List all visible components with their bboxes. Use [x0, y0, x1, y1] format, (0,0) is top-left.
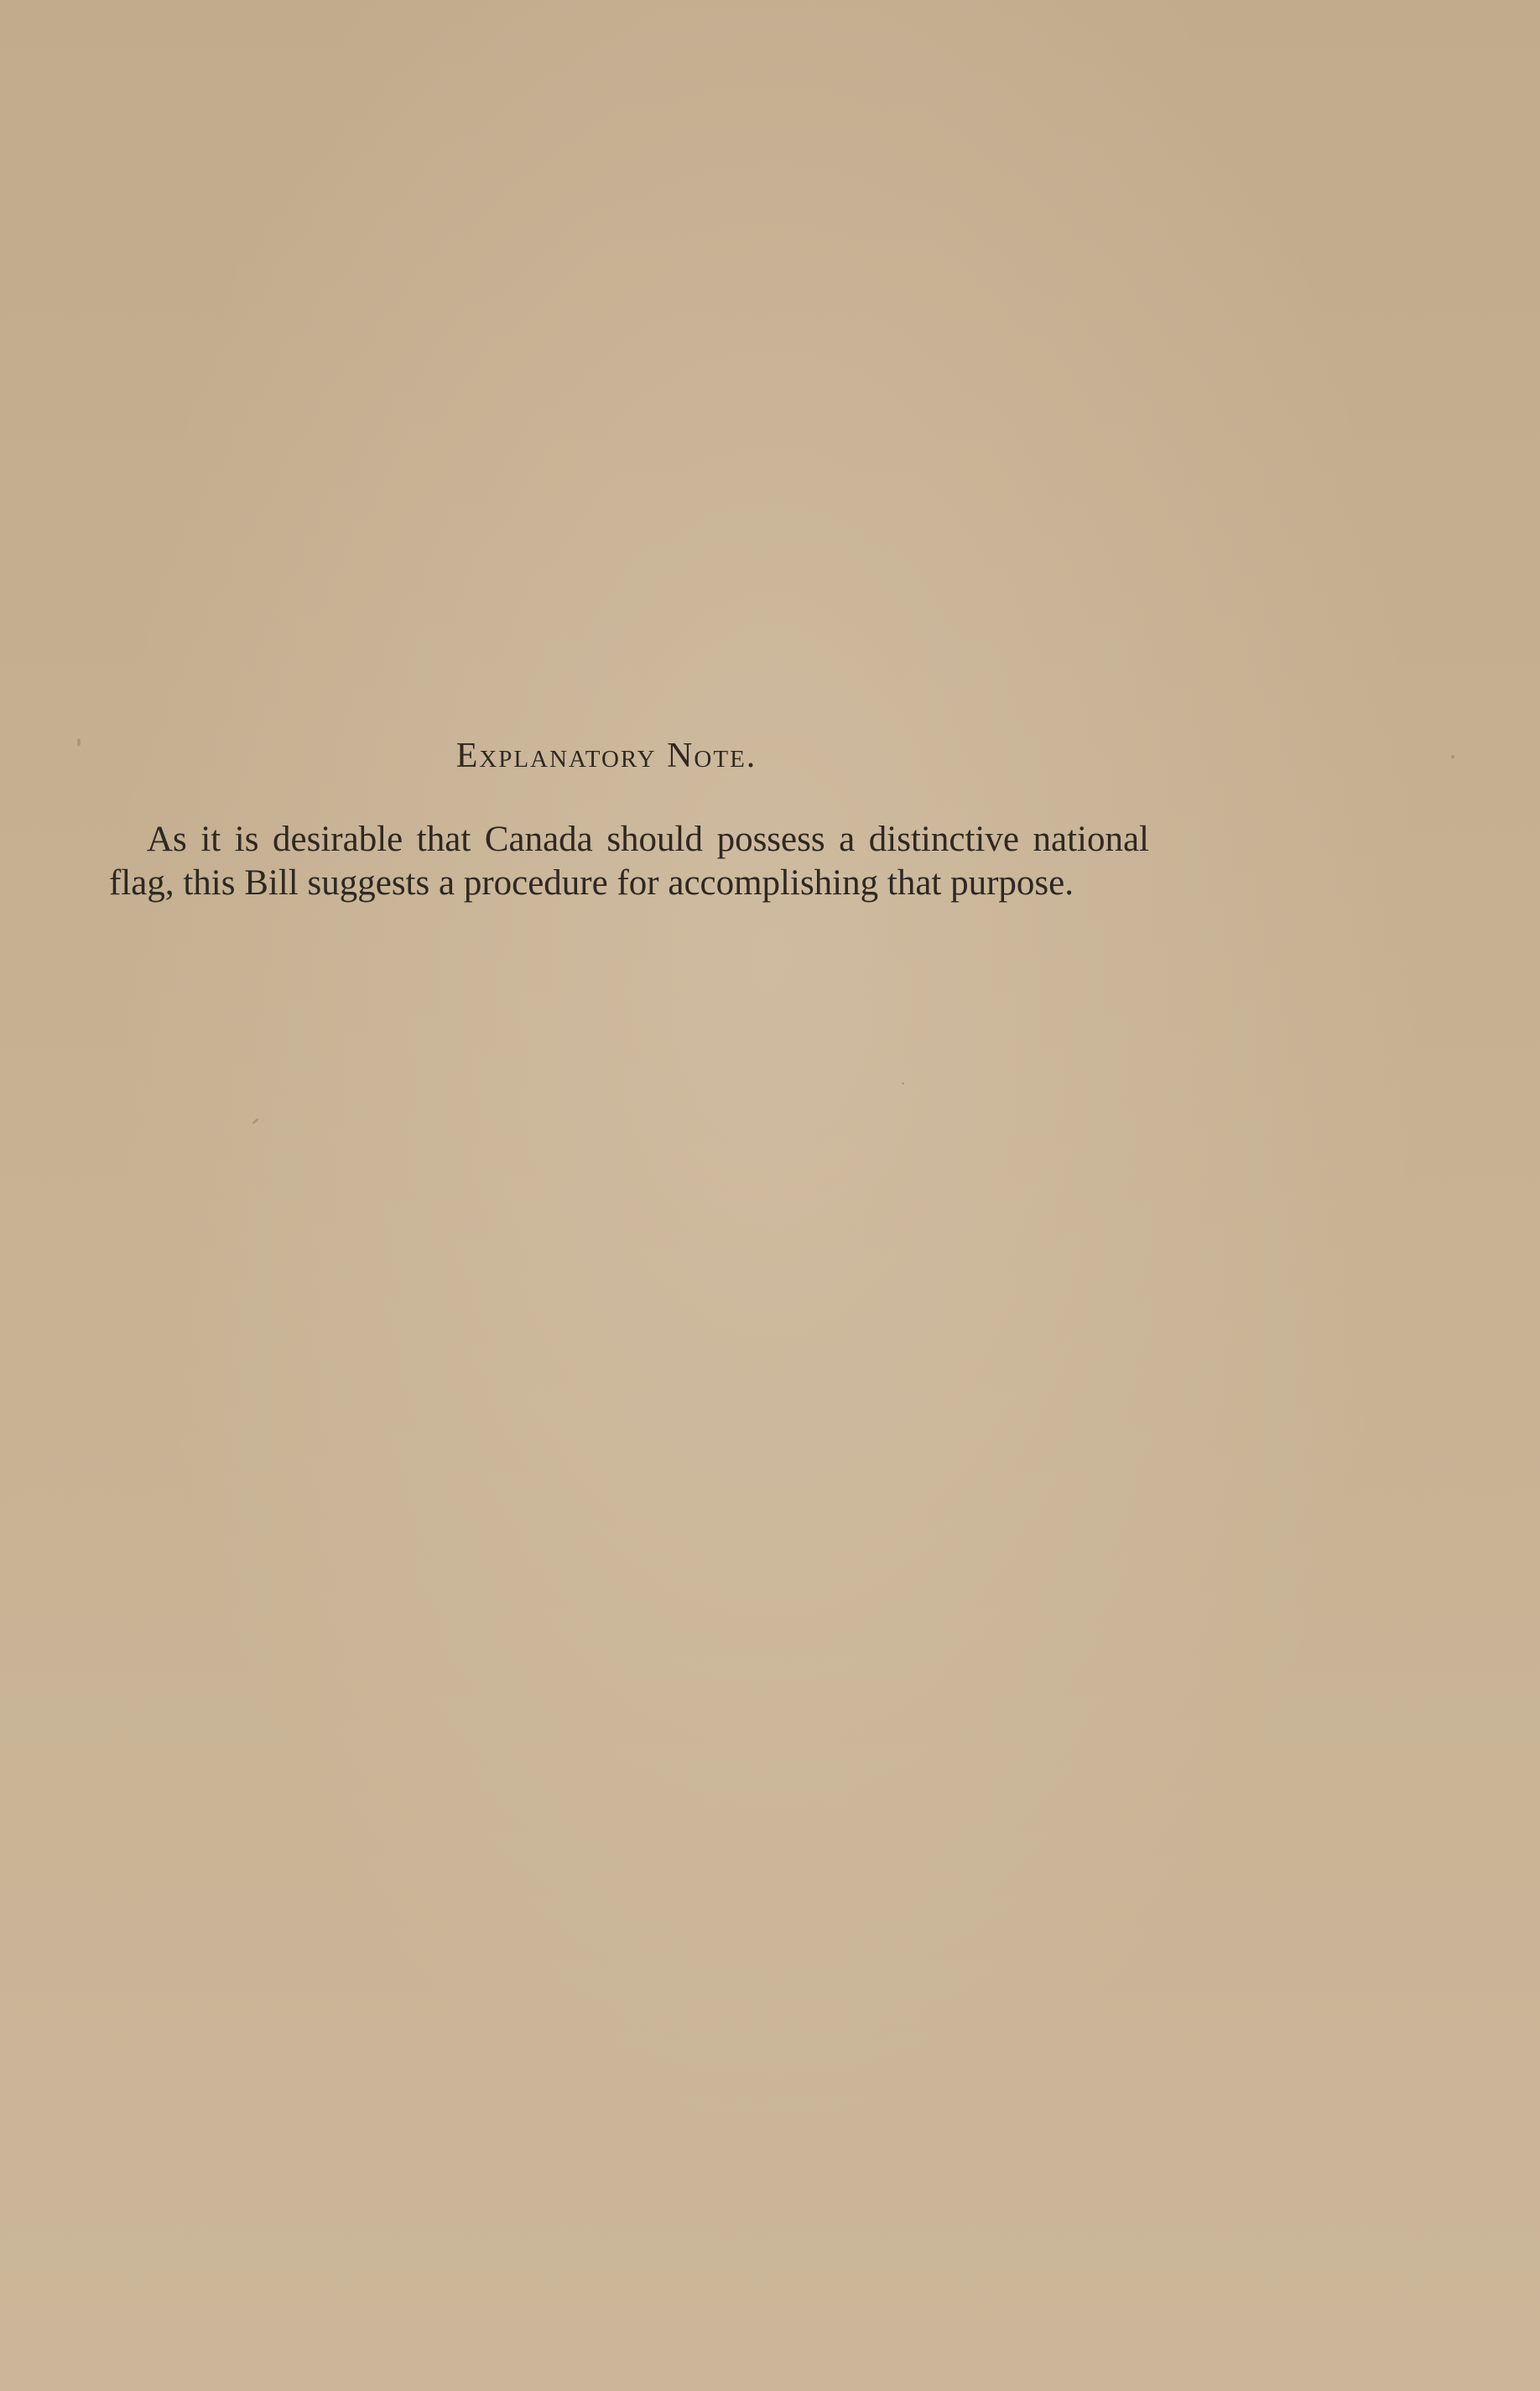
paper-speck [77, 738, 81, 747]
heading-text: Explanatory Note. [455, 737, 757, 775]
paper-speck [902, 1082, 904, 1085]
explanatory-note-body: As it is desirable that Canada should possess a distinctive national flag, this Bill suggests a procedure for accomplishing that purpose. [109, 820, 1149, 903]
explanatory-note-heading [0, 738, 1540, 774]
paper-speck [1451, 755, 1454, 758]
paper-speck [252, 1117, 259, 1124]
